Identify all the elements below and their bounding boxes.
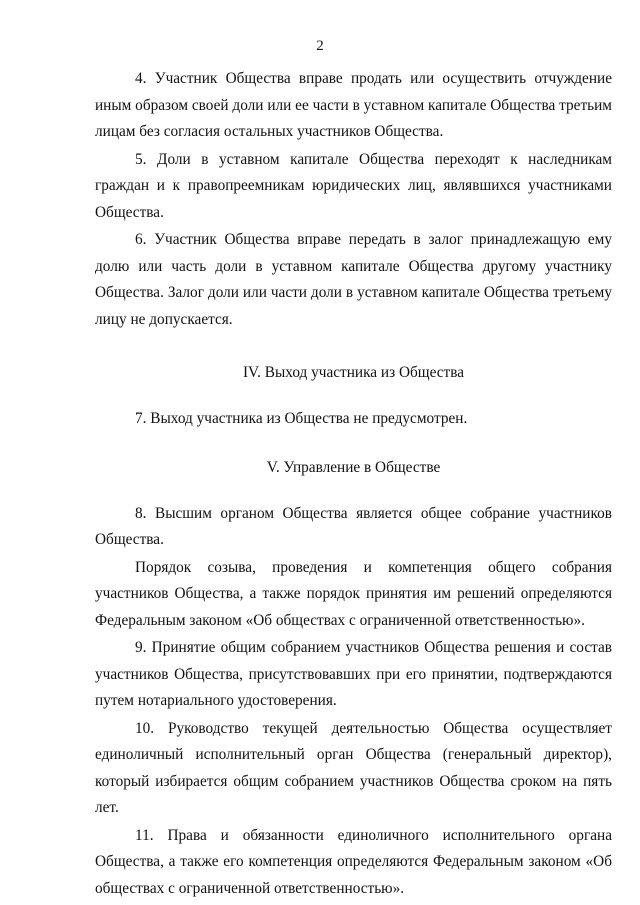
page-number: 2	[316, 38, 324, 54]
section-heading-v: V. Управление в Обществе	[266, 458, 441, 476]
document-body	[95, 66, 612, 902]
paragraph-clause-6: 6. Участник Общества вправе передать в залог принадлежащую ему долю или часть доли в уставном капитале Общества другому участнику Общества. Залог доли или части доли в уставном капитале Общества третьему лицу не допускается.	[95, 231, 612, 328]
paragraph-clause-5: 5. Доли в уставном капитале Общества переходят к наследникам граждан и к правопреемникам юридических лиц, являвшихся участниками Общества.	[95, 150, 612, 221]
paragraph-clause-9: 9. Принятие общим собранием участников Общества решения и состав участников Общества, присутствовавших при его принятии, подтверждаются путем нотариального удостоверения.	[95, 639, 612, 709]
paragraph-clause-11: 11. Права и обязанности единоличного исполнительного органа Общества, а также его компетенция определяются Федеральным законом «Об обществах с ограниченной ответственностью».	[95, 826, 612, 897]
paragraph-clause-8-continued: Порядок созыва, проведения и компетенция общего собрания участников Общества, а также порядок принятия им решений определяются Федеральным законом «Об обществах с ограниченной ответственностью».	[95, 558, 612, 629]
paragraph-clause-7: 7. Выход участника из Общества не предусмотрен.	[135, 410, 468, 427]
paragraph-clause-8: 8. Высшим органом Общества является общее собрание участников Общества.	[95, 504, 612, 548]
section-heading-iv: IV. Выход участника из Общества	[242, 364, 465, 381]
paragraph-clause-10: 10. Руководство текущей деятельностью Общества осуществляет единоличный исполнительный орган Общества (генеральный директор), который избирается общим собранием участников Общества сроком на пять лет.	[95, 719, 612, 816]
paragraph-clause-4: 4. Участник Общества вправе продать или осуществить отчуждение иным образом своей доли или ее части в уставном капитале Общества третьим лицам без согласия остальных участников Общества.	[95, 70, 612, 140]
